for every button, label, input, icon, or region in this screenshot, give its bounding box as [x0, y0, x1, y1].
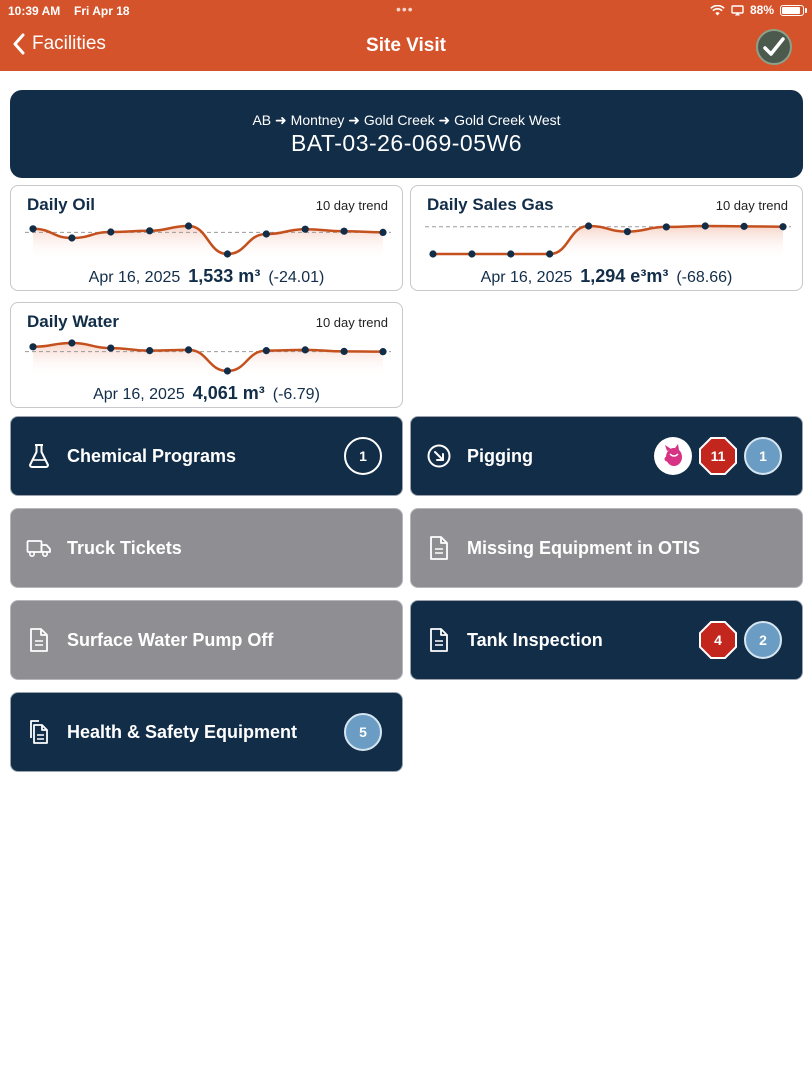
status-bar — [0, 0, 812, 22]
trend-change: (-68.66) — [676, 269, 733, 286]
trend-footer — [411, 266, 802, 287]
sparkline-point — [68, 234, 75, 241]
sparkline-point — [302, 226, 309, 233]
trend-card-daily-water[interactable] — [10, 302, 403, 408]
trend-value: 1,294 e³m³ — [580, 266, 669, 286]
sparkline-point — [146, 347, 153, 354]
sparkline-point — [107, 228, 114, 235]
status-time: 10:39 AM — [8, 4, 61, 18]
trend-subtitle: 10 day trend — [715, 198, 788, 213]
sparkline-point — [263, 347, 270, 354]
tile-surface-water-pump-off[interactable] — [10, 600, 403, 680]
alert-octagon-badge — [698, 436, 738, 476]
sparkline-point — [224, 250, 231, 257]
tile-truck-tickets[interactable] — [10, 508, 403, 588]
facility-path: AB ➜ Montney ➜ Gold Creek ➜ Gold Creek West — [252, 112, 561, 128]
sparkline-chart — [25, 337, 391, 377]
sparkline-point — [779, 223, 786, 230]
sparkline-point — [302, 346, 309, 353]
sparkline-point — [263, 230, 270, 237]
facility-code: BAT-03-26-069-05W6 — [290, 130, 522, 156]
sparkline-chart — [25, 220, 391, 260]
tile-label: Chemical Programs — [67, 445, 237, 466]
sparkline-point — [546, 250, 553, 257]
sparkline-point — [29, 343, 36, 350]
status-date: Fri Apr 18 — [74, 4, 130, 18]
arrow-down-right-circle-icon — [425, 442, 453, 470]
trend-change: (-6.79) — [272, 386, 320, 403]
trend-date: Apr 16, 2025 — [88, 269, 181, 286]
battery-percent: 88% — [749, 3, 774, 17]
truck-icon — [25, 534, 53, 562]
sparkline-point — [624, 228, 631, 235]
sparkline-point — [379, 229, 386, 236]
sparkline-point — [702, 222, 709, 229]
count-badge: 5 — [344, 713, 382, 751]
document-icon — [425, 534, 453, 562]
trend-footer — [11, 383, 402, 404]
tile-pigging[interactable] — [410, 416, 803, 496]
sparkline-point — [741, 223, 748, 230]
sparkline-point — [379, 348, 386, 355]
sparkline-point — [185, 222, 192, 229]
alert-count: 4 — [714, 632, 722, 648]
trend-title: Daily Water — [27, 312, 119, 331]
top-bar — [0, 0, 812, 71]
trend-title: Daily Sales Gas — [427, 195, 554, 214]
trend-date: Apr 16, 2025 — [480, 269, 573, 286]
sparkline-point — [224, 367, 231, 374]
screen-mirroring-icon — [731, 5, 744, 16]
sparkline-point — [341, 348, 348, 355]
tile-label: Missing Equipment in OTIS — [467, 537, 701, 558]
sparkline-point — [468, 250, 475, 257]
facility-header — [10, 90, 803, 178]
trend-footer — [11, 266, 402, 287]
alert-count: 11 — [710, 448, 726, 464]
battery-icon — [780, 5, 804, 16]
tile-badges — [344, 713, 382, 751]
tile-label: Health & Safety Equipment — [67, 721, 298, 742]
trend-value: 1,533 m³ — [188, 266, 261, 286]
wifi-icon — [710, 5, 725, 16]
tile-label: Surface Water Pump Off — [67, 629, 274, 650]
tile-chemical-programs[interactable] — [10, 416, 403, 496]
alert-octagon-badge — [698, 620, 738, 660]
complete-visit-button[interactable] — [756, 29, 792, 65]
tile-missing-equipment-otis[interactable] — [410, 508, 803, 588]
document-icon — [425, 626, 453, 654]
sparkline-chart — [425, 220, 791, 260]
checkmark-icon — [762, 36, 786, 58]
pig-icon — [654, 437, 692, 475]
documents-copy-icon — [25, 718, 53, 746]
tile-label: Pigging — [467, 445, 533, 466]
tile-badges — [344, 437, 382, 475]
sparkline-point — [585, 222, 592, 229]
count-badge: 1 — [344, 437, 382, 475]
tile-badges — [698, 620, 782, 660]
tile-badges — [654, 436, 782, 476]
sparkline-point — [341, 228, 348, 235]
document-icon — [25, 626, 53, 654]
trend-subtitle: 10 day trend — [315, 315, 388, 330]
status-right — [710, 3, 804, 17]
trend-title: Daily Oil — [27, 195, 96, 214]
trend-card-daily-sales-gas[interactable] — [410, 185, 803, 291]
trend-date: Apr 16, 2025 — [93, 386, 185, 403]
tile-tank-inspection[interactable] — [410, 600, 803, 680]
sparkline-point — [663, 223, 670, 230]
sparkline-point — [146, 227, 153, 234]
sparkline-point — [68, 339, 75, 346]
trend-card-daily-oil[interactable] — [10, 185, 403, 291]
sparkline-point — [507, 250, 514, 257]
tile-label: Truck Tickets — [67, 537, 182, 558]
trend-value: 4,061 m³ — [192, 383, 265, 403]
multitasking-dots-icon[interactable]: ••• — [396, 1, 414, 17]
tile-health-safety-equipment[interactable] — [10, 692, 403, 772]
sparkline-point — [107, 344, 114, 351]
sparkline-point — [429, 250, 436, 257]
sparkline-point — [185, 346, 192, 353]
flask-icon — [25, 442, 53, 470]
page-title: Site Visit — [366, 35, 446, 56]
trend-change: (-24.01) — [268, 269, 325, 286]
count-badge: 1 — [744, 437, 782, 475]
sparkline-point — [29, 225, 36, 232]
trend-subtitle: 10 day trend — [315, 198, 388, 213]
back-label: Facilities — [32, 33, 106, 54]
tile-label: Tank Inspection — [467, 629, 603, 650]
count-badge: 2 — [744, 621, 782, 659]
